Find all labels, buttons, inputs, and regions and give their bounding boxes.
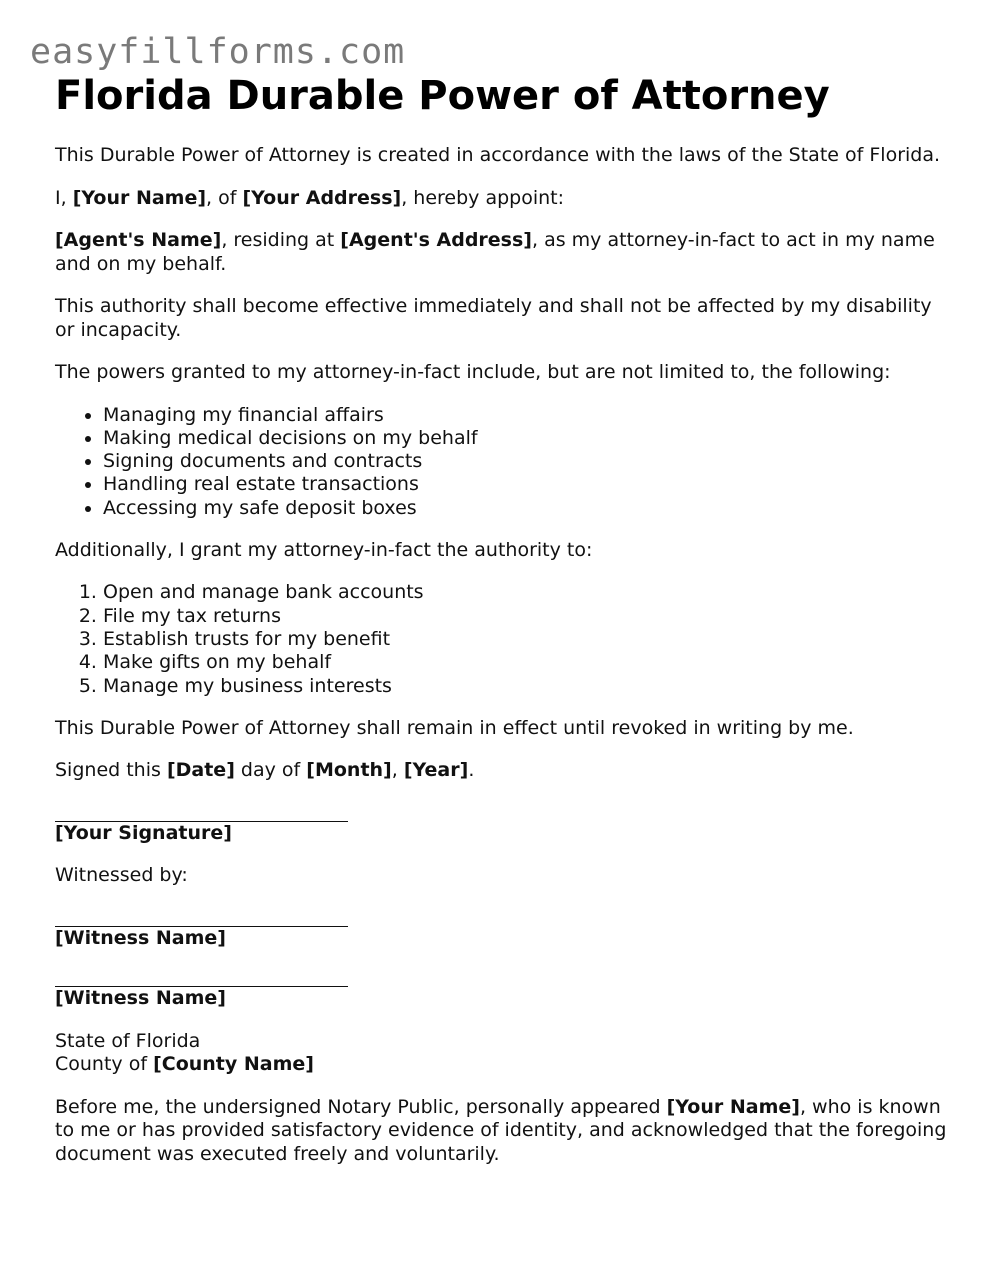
date-placeholder: [Date] [166,759,235,782]
notary-paragraph [55,1096,955,1167]
document-title: Florida Durable Power of Attorney [55,73,830,119]
appoint-of: , of [206,186,243,209]
remain-paragraph: This Durable Power of Attorney shall remain in effect until revoked in writing by me. [55,716,854,739]
list-item: 4. Make gifts on my behalf [103,651,955,674]
list-item: 1. Open and manage bank accounts [103,581,955,604]
signed-period: . [468,759,475,782]
witness-signature-line[interactable] [55,918,348,927]
document-body [55,70,955,1166]
list-item: 5. Manage my business interests [103,675,955,698]
additional-authority-list [55,581,955,697]
intro-paragraph: This Durable Power of Attorney is created in accordance with the laws of the State of Florida. [55,144,941,166]
signature-line[interactable] [55,813,348,822]
list-item: 3. Establish trusts for my benefit [103,628,955,651]
agent-paragraph [55,229,955,276]
witness-signature-line[interactable] [55,978,348,987]
month-placeholder: [Month] [306,759,392,782]
agent-residing: , residing at [221,229,341,251]
signed-comma: , [391,759,404,782]
list-item: • Signing documents and contracts [103,450,955,473]
notary-your-name-placeholder: [Your Name] [666,1095,800,1118]
witness-name-label: [Witness Name] [55,926,226,949]
watermark: easyfillforms.com [30,32,406,72]
witnessed-by: Witnessed by: [55,864,188,887]
your-name-placeholder: [Your Name] [72,186,207,209]
appoint-paragraph [55,187,955,211]
notary-prefix: Before me, the undersigned Notary Public, personally appeared [55,1095,667,1118]
your-address-placeholder: [Your Address] [242,186,402,209]
witness-name-label: [Witness Name] [55,987,226,1010]
list-item: • Handling real estate transactions [103,473,955,496]
list-item: 2. File my tax returns [103,605,955,628]
signed-day-of: day of [234,759,307,782]
appoint-prefix: I, [55,186,73,209]
list-item: • Accessing my safe deposit boxes [103,497,955,520]
agent-suffix: , as my attorney-in-fact to act in my name and on my behalf. [55,229,935,275]
county-name-placeholder: [County Name] [153,1053,314,1076]
effective-paragraph: This authority shall become effective immediately and shall not be affected by my disability or incapacity. [55,295,932,341]
signed-paragraph [55,759,955,783]
powers-list [55,404,955,520]
agent-name-placeholder: [Agent's Name] [55,229,222,251]
year-placeholder: [Year] [403,759,469,782]
additional-intro: Additionally, I grant my attorney-in-fact the authority to: [55,538,593,561]
county-line [55,1053,955,1077]
powers-intro: The powers granted to my attorney-in-fact include, but are not limited to, the following: [55,361,891,383]
list-item: • Making medical decisions on my behalf [103,427,955,450]
your-signature-label: [Your Signature] [55,821,232,844]
appoint-suffix: , hereby appoint: [401,186,565,209]
notary-suffix: , who is known to me or has provided satisfactory evidence of identity, and acknowledged that the foregoing document was executed freely and voluntarily. [55,1095,947,1165]
list-item: • Managing my financial affairs [103,404,955,427]
county-prefix: County of [55,1053,154,1076]
state-line: State of Florida [55,1029,201,1052]
signed-prefix: Signed this [55,759,167,782]
agent-address-placeholder: [Agent's Address] [340,229,532,251]
